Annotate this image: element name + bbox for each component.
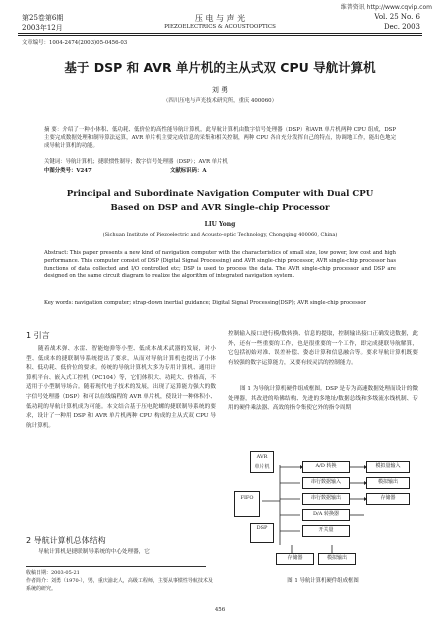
block-bottom-left: 存储器	[276, 553, 314, 565]
block-serial-in: 串行数据输入	[302, 477, 350, 489]
block-ad: A/D 转换	[302, 461, 350, 473]
block-avr: AVR 单片机	[250, 451, 274, 473]
block-mem: 存储器	[366, 493, 410, 505]
affiliation-en: (Sichuan Institute of Piezoelectric and Acousto-optic Technology, Chongqing 400060, China)	[102, 232, 338, 238]
block-side: 模拟量输入	[366, 461, 410, 473]
header-journal-cn: 压 电 与 声 光	[194, 14, 246, 23]
block-io: 开关量	[302, 525, 350, 537]
abstract-en: Abstract: This paper presents a new kind of navigation computer with the characteristics of small size, low power, low cost and high performance. This computer consist of DSP (Digital Signal Processing) and AVR single-chip processor, AVR single-chip processor has functions of data collected and I/O controlled etc; DSP is used to process the data. The AVR single-chip processor and DSP are designed on the same circuit diagram to realize the algorithm of integrated navigation system.	[44, 250, 396, 280]
keywords-cn: 关键词：导航计算机；捷联惯性制导；数字信号处理器（DSP）；AVR 单片机	[44, 159, 228, 165]
header-rule	[18, 33, 422, 34]
header-volume-en: Vol. 25 No. 6	[374, 13, 420, 21]
footnote-author: 作者简介：刘勇（1970-），男，重庆渝北人，高级工程师，主要从事惯性导航技术及系统的研究。	[26, 578, 213, 592]
section-2-body: 导航计算机是捷联制导系统的中心处理器，它	[38, 549, 150, 555]
section-2-heading: 2 导航计算机总体结构	[26, 536, 106, 545]
paper-title-cn: 基于 DSP 和 AVR 单片机的主从式双 CPU 导航计算机	[64, 60, 376, 75]
author-cn: 刘 勇	[211, 86, 229, 94]
paper-title-en-line1: Principal and Subordinate Navigation Computer with Dual CPU	[66, 189, 374, 199]
header-journal-en: PIEZOELECTRICS & ACOUSTOOPTICS	[164, 24, 276, 30]
figure-1-diagram	[232, 445, 412, 573]
block-da: D/A 转换器	[302, 509, 350, 521]
block-serial-out: 串行数据输出	[302, 493, 350, 505]
header-date: 2003年12月	[22, 24, 63, 32]
header-date-en: Dec. 2003	[384, 23, 420, 31]
block-fifo: FIFO	[234, 491, 260, 517]
author-en: LIU Yong	[204, 221, 236, 228]
keywords-en: Key words: navigation computer; strap-down inertial guidance; Digital Signal Processing(DSP); AVR single-chip processor	[44, 300, 367, 306]
section-1-body: 随着战术弹、水雷、智能炮弹等小型、低成本战术武器的发展，对小型、低成本的捷联制导系统提出了要求，从而对导航计算机也提出了小体积、低功耗、低价位的要求。传统的导航计算机大多为专用计算机、通用计算机平台、嵌入式工控机（PC104）等，它们体积大、功耗大、价格高，不适用于小型制导场合。随着现代电子技术的发展，出现了运算能力强大的数字信号处理器（DSP）和可以在线编程的 AVR 单片机，使设计一种体积小、低功耗的导航计算机成为可能。本文结合基于压电陀螺的捷联制导系统的要求，设计了一种用 DSP 和 AVR 单片机两种 CPU 构成的主从式双 CPU 导航计算机。	[26, 346, 216, 429]
header-volume: 第25卷第6期	[22, 14, 64, 22]
clc-number: 中图分类号：V247	[44, 168, 92, 174]
figure-1-caption: 图 1 导航计算机硬件组成框图	[287, 578, 359, 584]
block-dsp: DSP	[250, 523, 274, 543]
abstract-cn: 摘 要：介绍了一种小体积、低功耗、低价位的高性能导航计算机，此导航计算机由数字信号处理器（DSP）和AVR 单片机两种 CPU 组成，DSP 主要完成数据处理和制导算法运算，AVR 单片机主要完成信息的采集和相关控制，两种 CPU 各自充分发挥自己的特点，协调地工作，能出色地完成导航计算机的功能。	[44, 127, 396, 149]
footnote-received: 收稿日期：2003-05-21	[26, 570, 80, 576]
page-number: 456	[214, 607, 226, 613]
watermark: 维普资讯 http://www.cqvip.com	[340, 4, 432, 11]
affiliation-cn: （四川压电与声光技术研究所，重庆 400060）	[163, 98, 277, 104]
block-pwm: 模拟输出	[366, 477, 410, 489]
section-1-heading: 1 引言	[26, 331, 50, 340]
block-bottom-right: 模拟输出	[318, 553, 356, 565]
right-column-para-1: 控制输入接口进行模/数转换、信息的提取，控制输出接口正确发送数据，此外，还有一些重要的工作，也是很重要的一个工作，即完成捷联导航解算，它包括初始对准、误差补偿、姿态计算和信息融合等。要求导航计算机既要有较强的数字运算能力，又要有较灵活的控制能力。	[228, 331, 418, 366]
footnote-rule	[26, 566, 206, 567]
right-column-para-2: 图 1 为导航计算机硬件组成框图。DSP 是专为高速数据处理而设计的微处理器，其改进的哈佛结构、先进的多地址/数据总线和多级流水线机制、专用的硬件乘法器、高效的指令集使它外的指令周期	[228, 386, 418, 412]
document-code: 文献标识码：A	[170, 168, 207, 174]
paper-title-en-line2: Based on DSP and AVR Single-chip Processor	[110, 203, 330, 213]
header-rule-2	[18, 35, 422, 36]
article-number: 文章编号：1004-2474(2003)05-0456-03	[22, 40, 128, 46]
